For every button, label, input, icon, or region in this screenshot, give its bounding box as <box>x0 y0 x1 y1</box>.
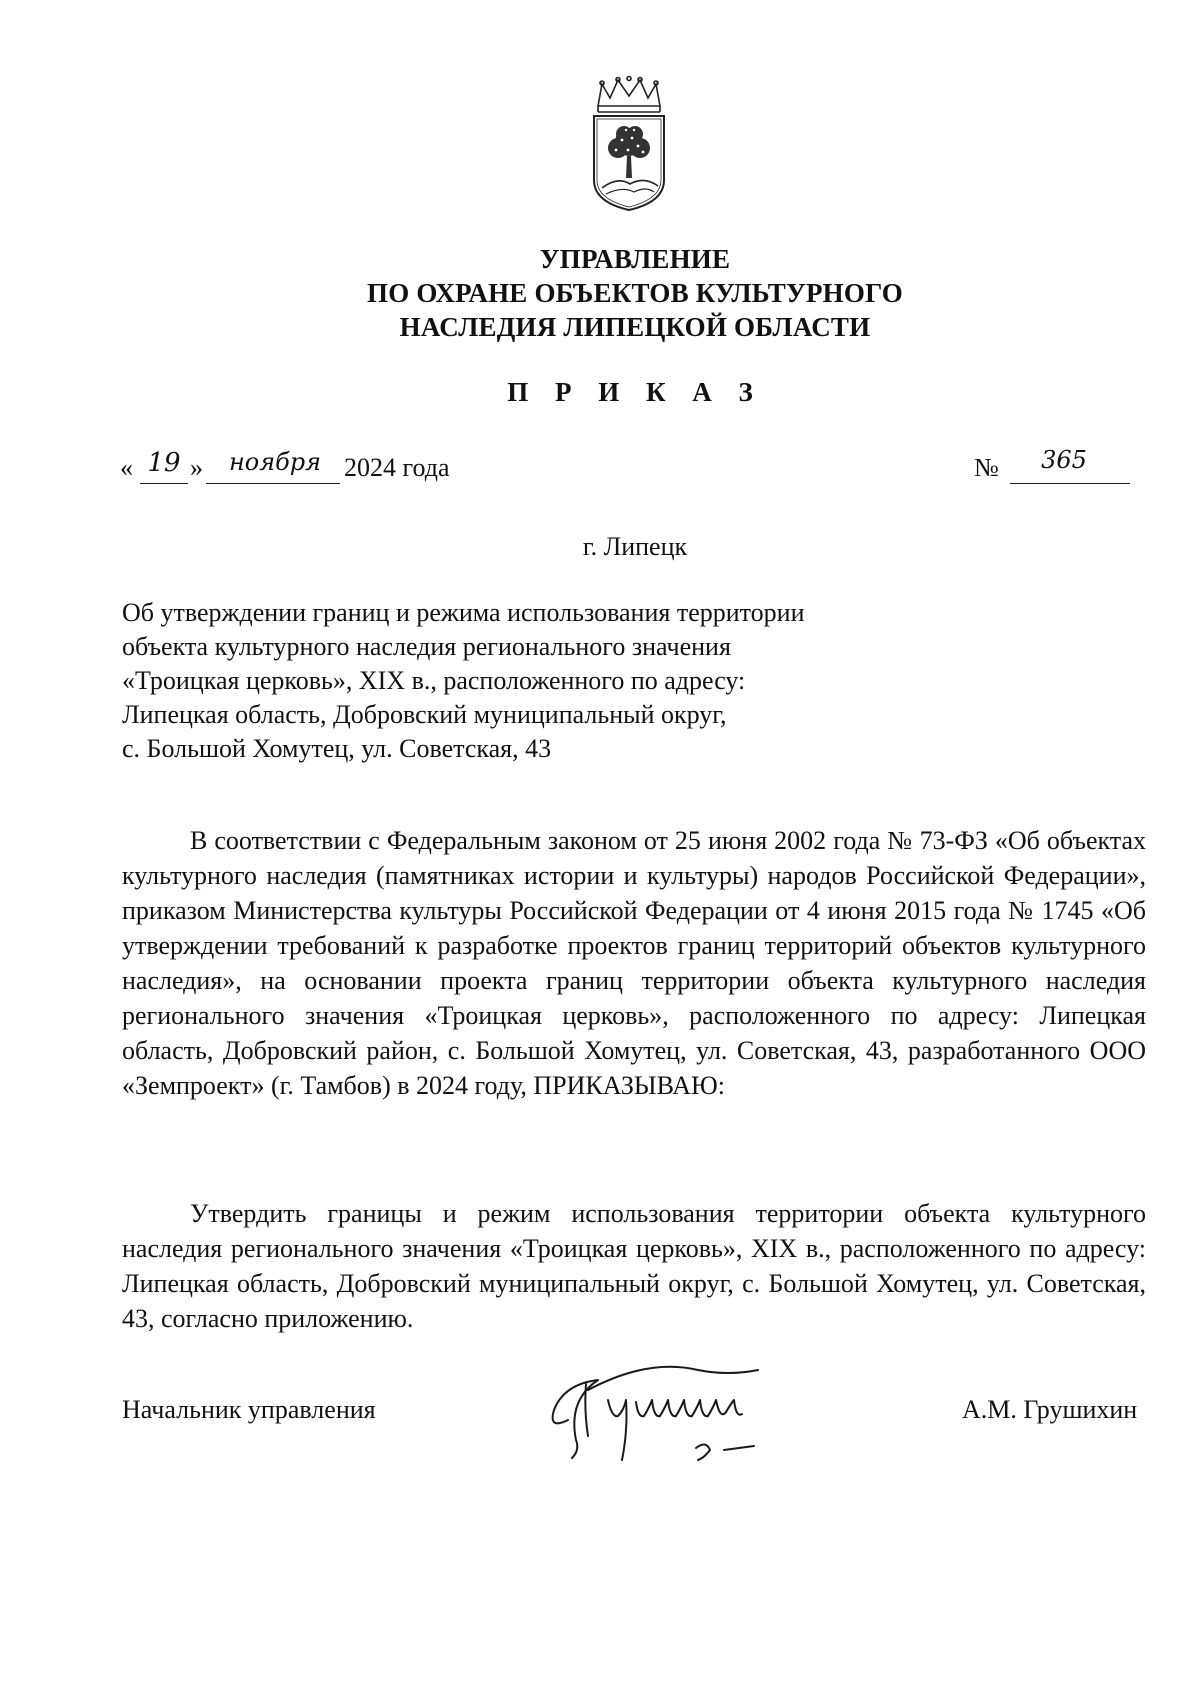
order-number-underline <box>1010 483 1130 484</box>
date-year: 2024 года <box>344 453 450 482</box>
signatory-name: А.М. Грушихин <box>962 1395 1138 1424</box>
date-close-quote: » <box>190 453 203 482</box>
document-type-title: П Р И К А З <box>507 377 763 407</box>
date-day-underline <box>140 483 188 484</box>
date-month-handwritten: ноября <box>228 448 322 476</box>
coat-of-arms-icon <box>588 76 670 212</box>
city: г. Липецк <box>582 532 688 561</box>
order-subject <box>122 596 942 766</box>
body-paragraph-preamble: В соответствии с Федеральным законом от 25 июня 2002 года № 73-ФЗ «Об объектах культурного наследия (памятниках истории и культуры) народов Российской Федерации», приказом Министерства культуры Российской Федерации от 4 июня 2015 года № 1745 «Об утверждении требований к разработке проектов границ территорий объектов культурного наследия», на основании проекта границ территории объекта культурного наследия регионального значения «Троицкая церковь», расположенного по адресу: Липецкая область, Добровский район, с. Большой Хомутец, ул. Советская, 43, разработанного ООО «Земпроект» (г. Тамбов) в 2024 году, ПРИКАЗЫВАЮ: <box>122 826 1146 1100</box>
date-open-quote: « <box>120 453 133 482</box>
date-month-underline <box>206 483 340 484</box>
signatory-position: Начальник управления <box>122 1395 376 1424</box>
subject-line: объекта культурного наследия регионального значения <box>122 632 731 661</box>
subject-line: Об утверждении границ и режима использования территории <box>122 598 805 627</box>
date-day-handwritten: 19 <box>147 448 181 478</box>
authority-name-line-2: ПО ОХРАНЕ ОБЪЕКТОВ КУЛЬТУРНОГО <box>367 278 903 308</box>
subject-line: Липецкая область, Добровский муниципальный округ, <box>122 700 727 729</box>
authority-name-line-3: НАСЛЕДИЯ ЛИПЕЦКОЙ ОБЛАСТИ <box>399 312 871 342</box>
handwritten-signature-icon <box>528 1340 828 1470</box>
subject-line: «Троицкая церковь», XIX в., расположенного по адресу: <box>122 666 746 695</box>
body-paragraph-order: Утвердить границы и режим использования территории объекта культурного наследия регионального значения «Троицкая церковь», XIX в., расположенного по адресу: Липецкая область, Добровский муниципальный округ, с. Большой Хомутец, ул. Советская, 43, согласно приложению. <box>122 1199 1146 1333</box>
authority-name-line-1: УПРАВЛЕНИЕ <box>539 244 731 274</box>
order-number-handwritten: 365 <box>1041 446 1087 474</box>
subject-line: с. Большой Хомутец, ул. Советская, 43 <box>122 734 552 763</box>
order-number-label: № <box>974 453 999 482</box>
